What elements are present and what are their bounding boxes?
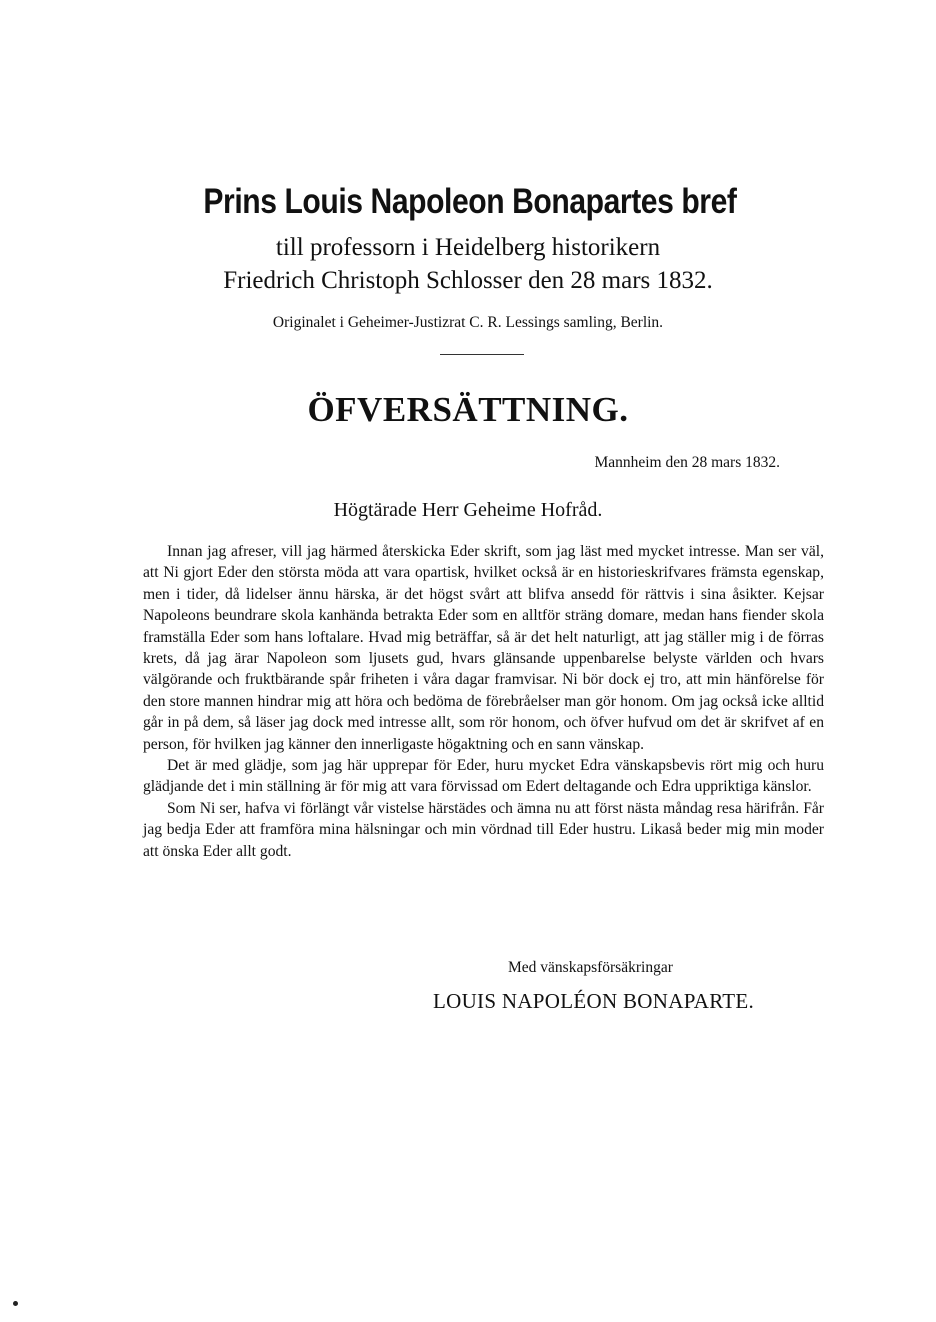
letter-title: Prins Louis Napoleon Bonapartes bref	[203, 182, 737, 221]
closing-phrase: Med vänskapsförsäkringar	[508, 959, 673, 976]
letter-body	[143, 541, 824, 862]
subtitle-line-2: Friedrich Christoph Schlosser den 28 mars 1832.	[223, 267, 713, 294]
salutation: Högtärade Herr Geheime Hofråd.	[333, 499, 603, 521]
signature: LOUIS NAPOLÉON BONAPARTE.	[433, 989, 755, 1013]
paragraph: Innan jag afreser, vill jag härmed återskicka Eder skrift, som jag läst med mycket intresse. Man ser väl, att Ni gjort Eder den största möda att vara opartisk, hvilket också är en historieskrifvares främsta egenskap, men i tider, då lidelser ännu härska, är det högst svårt att blifva ansedd för rättvis i sina åsikter. Kejsar Napoleons beundrare skola kanhända betrakta Eder som en alltför sträng domare, medan hans fiender skola framställa Eder som hans loftalare. Hvad mig beträffar, så är det helt naturligt, att jag ställer mig i de förras krets, då jag ärar Napoleon som ljusets gud, hvars glänsande uppenbarelse belyste världen och hvars välgörande och fruktbärande spår friheten i våra dagar framvisar. Ni bör dock ej tro, att min hänförelse för den store mannen hindrar mig att höra och bedöma de förebråelser man gör honom. Om jag också icke alltid går in på dem, så läser jag dock med intresse allt, som rör honom, och öfver hufvud om det är skrifvet af en person, för hvilken jag känner den innerligaste högaktning och en sann vänskap.	[143, 543, 824, 753]
divider-rule	[440, 354, 524, 355]
section-heading: ÖFVERSÄTTNING.	[307, 390, 629, 429]
paragraph: Som Ni ser, hafva vi förlängt vår vistelse härstädes och ämna nu att först nästa måndag resa härifrån. Får jag bedja Eder att framföra mina hälsningar och min vördnad till Eder hustru. Likaså beder mig min moder att önska Eder allt godt.	[143, 799, 824, 860]
place-date: Mannheim den 28 mars 1832.	[594, 454, 780, 471]
source-note: Originalet i Geheimer-Justizrat C. R. Lessings samling, Berlin.	[272, 314, 664, 331]
margin-dot	[13, 1301, 18, 1306]
subtitle-line-1: till professorn i Heidelberg historikern	[275, 234, 661, 261]
paragraph: Det är med glädje, som jag här upprepar för Eder, huru mycket Edra vänskapsbevis rört mig och huru glädjande det i min ställning är för mig att vara förvissad om Edert deltagande och Edra uppriktiga känslor.	[143, 757, 824, 796]
